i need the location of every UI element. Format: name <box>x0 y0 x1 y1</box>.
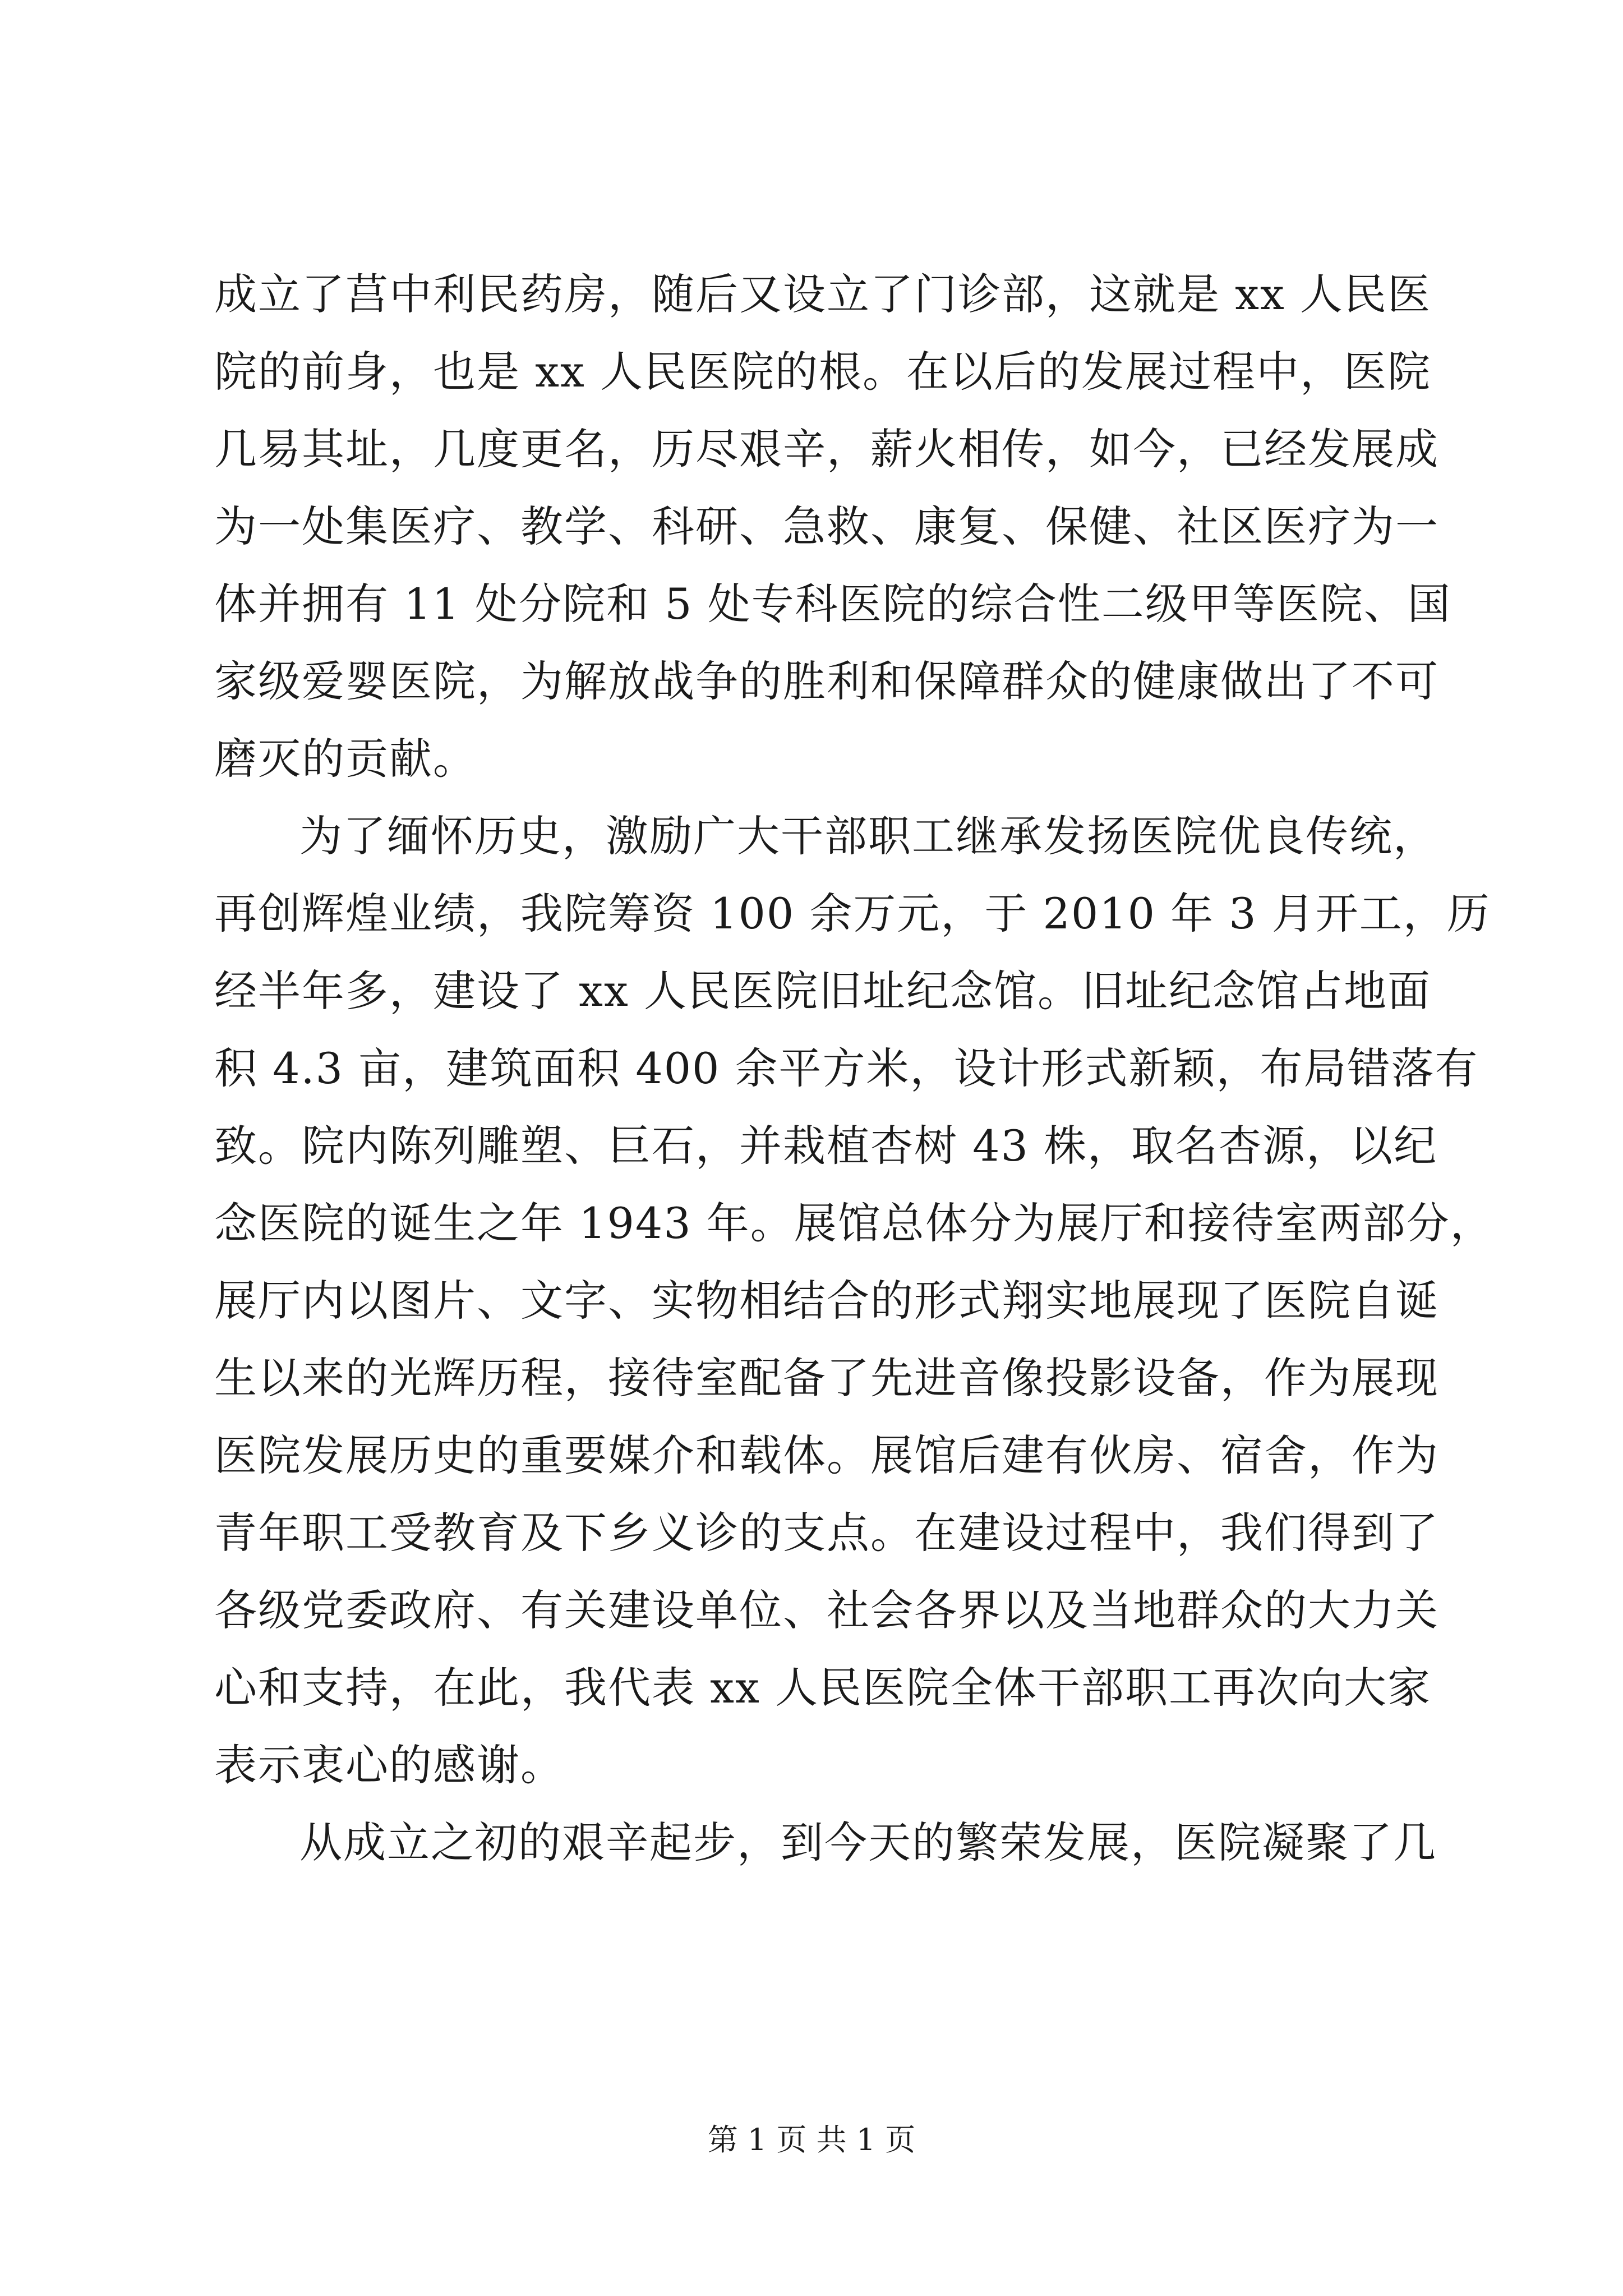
text-line: 从成立之初的艰辛起步，到今天的繁荣发展，医院凝聚了几 <box>299 1818 1437 1867</box>
text-line: 致。院内陈列雕塑、巨石，并栽植杏树 43 株，取名杏源，以纪 <box>214 1121 1438 1171</box>
text-line: 生以来的光辉历程，接待室配备了先进音像投影设备，作为展现 <box>214 1353 1439 1403</box>
text-line: 医院发展历史的重要媒介和载体。展馆后建有伙房、宿舍，作为 <box>214 1430 1439 1480</box>
text-line: 为了缅怀历史，激励广大干部职工继承发扬医院优良传统， <box>299 811 1437 861</box>
text-line: 家级爱婴医院，为解放战争的胜利和保障群众的健康做出了不可 <box>214 656 1439 706</box>
text-line: 院的前身，也是 xx 人民医院的根。在以后的发展过程中，医院 <box>214 347 1432 397</box>
text-line: 体并拥有 11 处分院和 5 处专科医院的综合性二级甲等医院、国 <box>214 579 1451 629</box>
text-line: 磨灭的贡献。 <box>214 734 477 784</box>
text-line: 经半年多，建设了 xx 人民医院旧址纪念馆。旧址纪念馆占地面 <box>214 966 1432 1016</box>
text-line: 心和支持，在此，我代表 xx 人民医院全体干部职工再次向大家 <box>214 1663 1432 1713</box>
text-line: 念医院的诞生之年 1943 年。展馆总体分为展厅和接待室两部分， <box>214 1198 1494 1248</box>
text-line: 几易其址，几度更名，历尽艰辛，薪火相传，如今，已经发展成 <box>214 424 1439 474</box>
text-line: 展厅内以图片、文字、实物相结合的形式翔实地展现了医院自诞 <box>214 1276 1439 1326</box>
text-line: 积 4.3 亩，建筑面积 400 余平方米，设计形式新颖，布局错落有 <box>214 1043 1479 1093</box>
text-line: 再创辉煌业绩，我院筹资 100 余万元，于 2010 年 3 月开工，历 <box>214 889 1491 938</box>
text-line: 成立了莒中利民药房，随后又设立了门诊部，这就是 xx 人民医 <box>214 269 1432 319</box>
text-line: 各级党委政府、有关建设单位、社会各界以及当地群众的大力关 <box>214 1585 1439 1635</box>
text-line: 表示衷心的感谢。 <box>214 1740 564 1790</box>
page-footer: 第 1 页 共 1 页 <box>707 2122 916 2157</box>
text-line: 为一处集医疗、教学、科研、急救、康复、保健、社区医疗为一 <box>214 501 1439 551</box>
text-line: 青年职工受教育及下乡义诊的支点。在建设过程中，我们得到了 <box>214 1508 1439 1558</box>
